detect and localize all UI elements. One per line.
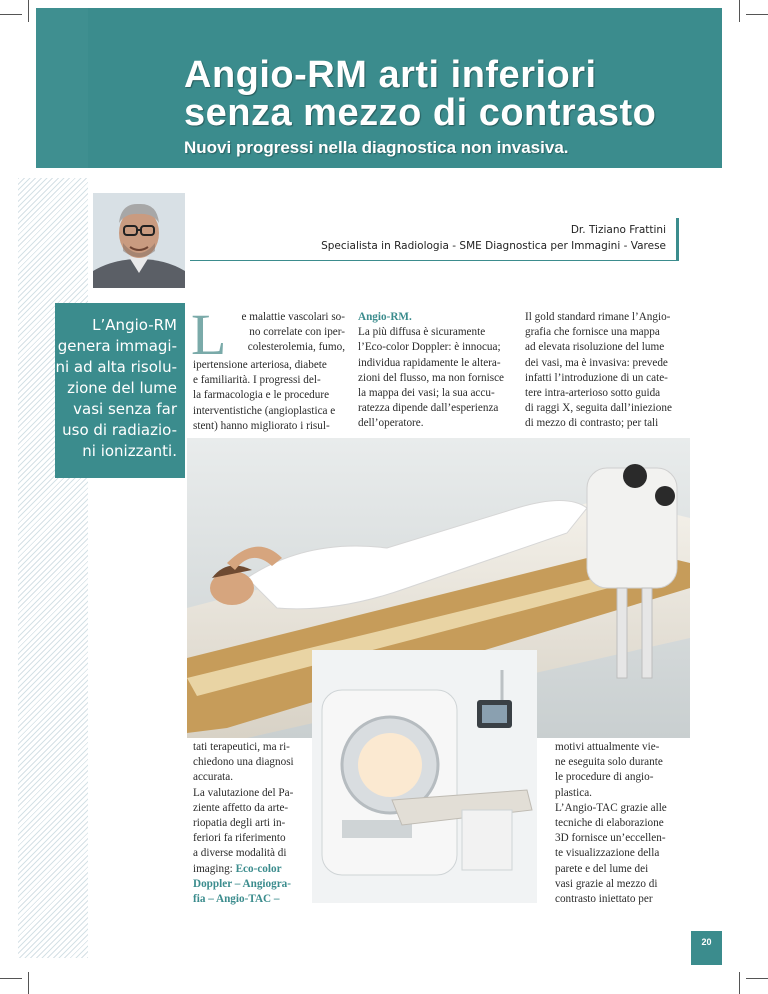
drop-cap: L — [191, 302, 227, 367]
page-number: 20 — [691, 931, 722, 965]
author-photo — [93, 193, 185, 288]
text-line: ad elevata risoluzione del lume — [525, 341, 665, 354]
text-line: contrasto iniettato per — [555, 893, 653, 906]
text-line: di raggi X, seguita dall’iniezione — [525, 402, 672, 415]
highlight-doppler: Doppler – Angiogra- — [193, 877, 291, 890]
text-line: La valutazione del Pa- — [193, 786, 294, 799]
crop-mark — [0, 978, 22, 979]
text-line: accurata. — [193, 771, 234, 784]
text-line: la mappa dei vasi; la sua accu- — [358, 387, 495, 400]
crop-mark — [28, 972, 29, 994]
text-line: ratezza dipende dall’esperienza — [358, 402, 499, 415]
title-line-2: senza mezzo di contrasto — [184, 92, 657, 134]
text-line: la farmacologia e le procedure — [193, 389, 330, 402]
text-line: infatti l’introduzione di un cate- — [525, 371, 668, 384]
text-line: e familiarità. I progressi del- — [193, 374, 321, 387]
article-column-3-top — [525, 310, 680, 432]
text-line: zioni del flusso, ma non fornisce — [358, 371, 505, 384]
crop-mark — [739, 972, 740, 994]
crop-mark — [739, 0, 740, 22]
crop-mark — [28, 0, 29, 22]
mri-machine-photo — [312, 650, 537, 903]
section-heading-angio-rm: Angio-RM. — [358, 311, 412, 323]
article-subtitle: Nuovi progressi nella diagnostica non invasiva. — [184, 138, 569, 157]
text-line: plastica. — [555, 786, 592, 799]
text-line: ipertensione arteriosa, diabete — [193, 359, 327, 371]
pull-quote-box — [55, 303, 185, 478]
crop-mark — [0, 14, 22, 15]
highlight-eco-color: Eco-color — [235, 862, 282, 875]
text-line: dell’operatore. — [358, 417, 424, 430]
article-column-3-bottom — [555, 740, 680, 907]
text-line: le procedure di angio- — [555, 771, 654, 784]
crop-mark — [746, 14, 768, 15]
pull-quote-line: vasi senza far — [73, 400, 177, 418]
text-line: tere intra-arterioso sotto guida — [525, 387, 661, 400]
text-line: stent) hanno migliorato i risul- — [193, 419, 330, 432]
pull-quote-line: genera immagi- — [57, 337, 177, 355]
article-column-1-top — [191, 302, 345, 434]
text-line: te visualizzazione della — [555, 847, 660, 860]
text-line: e malattie vascolari so- — [241, 311, 345, 323]
author-byline-box — [190, 218, 679, 261]
title-line-1: Angio-RM arti inferiori — [184, 54, 597, 96]
text-line: Il gold standard rimane l’Angio- — [525, 311, 671, 323]
author-name: Dr. Tiziano Frattini — [570, 224, 666, 236]
text-span: imaging: — [193, 862, 233, 875]
text-line: tati terapeutici, ma ri- — [193, 741, 290, 753]
text-line: l’Eco-color Doppler: è innocua; — [358, 341, 501, 354]
text-line: L’Angio-TAC grazie alle — [555, 801, 667, 814]
text-line: tecniche di elaborazione — [555, 817, 664, 830]
pull-quote-line: ni ad alta risolu- — [55, 358, 177, 376]
text-line: grafia che fornisce una mappa — [525, 326, 660, 339]
highlight-angio-tac: fia – Angio-TAC – — [193, 893, 280, 906]
text-line: colesterolemia, fumo, — [247, 341, 345, 354]
text-line: interventistiche (angioplastica e — [193, 404, 336, 417]
pull-quote-line: uso di radiazio- — [62, 421, 177, 439]
text-line: riopatia degli arti in- — [193, 817, 286, 830]
pull-quote — [52, 315, 177, 462]
article-title — [184, 56, 724, 132]
crop-mark — [746, 978, 768, 979]
text-line: La più diffusa è sicuramente — [358, 326, 486, 339]
author-role: Specialista in Radiologia - SME Diagnostica per Immagini - Varese — [321, 240, 666, 252]
text-line: no correlate con iper- — [249, 326, 345, 339]
text-line: ziente affetto da arte- — [193, 801, 289, 814]
author-byline — [321, 222, 666, 254]
article-column-1-bottom — [193, 740, 308, 907]
pull-quote-line: ni ionizzanti. — [82, 442, 177, 460]
text-line: a diverse modalità di — [193, 847, 287, 860]
pull-quote-line: zione del lume — [67, 379, 177, 397]
text-line: parete e del lume dei — [555, 862, 649, 875]
text-line: feriori fa riferimento — [193, 832, 286, 845]
text-line: motivi attualmente vie- — [555, 741, 660, 753]
text-line: individua rapidamente le altera- — [358, 356, 501, 369]
article-column-2-top — [358, 310, 513, 432]
text-line: ne eseguita solo durante — [555, 756, 663, 769]
pull-quote-line: L’Angio-RM — [92, 316, 177, 334]
hatched-margin-pattern — [18, 178, 88, 958]
text-line: dei vasi, ma è invasiva: prevede — [525, 356, 668, 369]
text-line: 3D fornisce un’eccellen- — [555, 832, 666, 845]
text-line — [193, 862, 308, 877]
text-line: chiedono una diagnosi — [193, 756, 294, 769]
text-line: vasi grazie al mezzo di — [555, 877, 658, 890]
text-line: di mezzo di contrasto; per tali — [525, 417, 659, 430]
